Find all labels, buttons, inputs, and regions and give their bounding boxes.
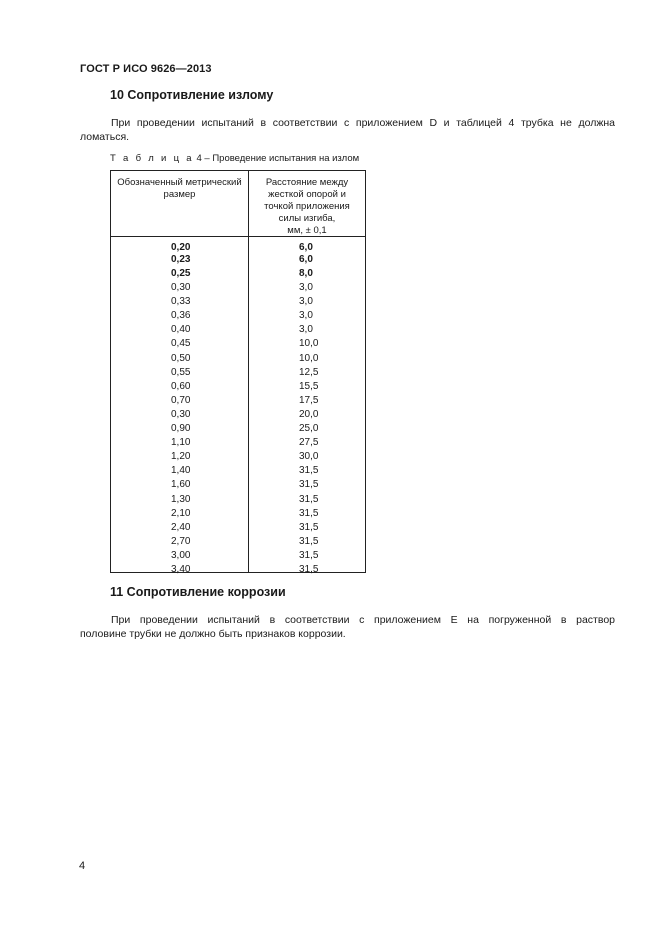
cell-size: 1,40	[171, 465, 191, 477]
paragraph-line: При проведении испытаний в соответствии с приложением Е на погруженной в раствор	[111, 614, 615, 626]
table-caption-text: – Проведение испытания на излом	[204, 153, 360, 164]
section-11-paragraph	[80, 613, 615, 641]
paragraph-line: При проведении испытаний в соответствии с приложением D и таблицей 4 трубка не должна	[111, 117, 615, 129]
table-row	[111, 337, 365, 351]
table-row	[111, 241, 365, 253]
cell-size: 1,60	[171, 479, 191, 491]
cell-size: 0,55	[171, 366, 191, 378]
cell-size: 2,70	[171, 535, 191, 547]
table-row	[111, 281, 365, 295]
cell-size: 0,23	[171, 253, 191, 265]
cell-distance: 10,0	[299, 352, 319, 364]
table-row	[111, 267, 365, 281]
cell-size: 1,10	[171, 437, 191, 449]
table-row	[111, 507, 365, 521]
cell-distance: 31,5	[299, 479, 319, 491]
cell-distance: 3,0	[299, 310, 313, 322]
table-row	[111, 295, 365, 309]
cell-distance: 20,0	[299, 408, 319, 420]
table-row	[111, 549, 365, 563]
table-row	[111, 253, 365, 268]
cell-size: 0,25	[171, 268, 191, 279]
cell-distance: 6,0	[299, 253, 313, 265]
table-row	[111, 535, 365, 549]
section-11-heading: 11 Сопротивление коррозии	[110, 585, 286, 599]
paragraph-line: половине трубки не должно быть признаков коррозии.	[80, 628, 346, 640]
table-row	[111, 408, 365, 422]
cell-distance: 31,5	[299, 493, 319, 505]
cell-distance: 31,5	[299, 549, 319, 561]
cell-size: 0,30	[171, 408, 191, 420]
cell-distance: 31,5	[299, 535, 319, 547]
table-row	[111, 394, 365, 408]
column-header-distance: Расстояние между жесткой опорой и точкой приложения силы изгиба, мм, ± 0,1	[264, 177, 350, 236]
cell-size: 0,30	[171, 282, 191, 294]
cell-distance: 31,5	[299, 465, 319, 477]
cell-size: 2,40	[171, 521, 191, 533]
cell-distance: 31,5	[299, 507, 319, 519]
cell-distance: 3,0	[299, 296, 313, 308]
cell-distance: 31,5	[299, 563, 319, 575]
table-row	[111, 366, 365, 380]
table-row	[111, 493, 365, 507]
cell-size: 0,45	[171, 338, 191, 350]
table-body	[111, 241, 365, 577]
cell-distance: 8,0	[299, 268, 313, 279]
cell-size: 1,20	[171, 451, 191, 463]
table-row	[111, 323, 365, 337]
cell-size: 3,40	[171, 563, 191, 575]
cell-distance: 17,5	[299, 394, 319, 406]
cell-size: 0,70	[171, 394, 191, 406]
cell-size: 0,36	[171, 310, 191, 322]
section-10-paragraph	[80, 116, 615, 144]
table-row	[111, 464, 365, 478]
table-row	[111, 450, 365, 464]
cell-distance: 3,0	[299, 282, 313, 294]
table-row	[111, 436, 365, 450]
cell-size: 1,30	[171, 493, 191, 505]
table-caption	[110, 153, 359, 164]
cell-size: 3,00	[171, 549, 191, 561]
cell-distance: 30,0	[299, 451, 319, 463]
table-row	[111, 380, 365, 394]
cell-distance: 15,5	[299, 380, 319, 392]
table-row	[111, 563, 365, 577]
page-number: 4	[79, 860, 86, 872]
document-header: ГОСТ Р ИСО 9626—2013	[80, 63, 212, 75]
table-caption-label: Т а б л и ц а	[110, 153, 194, 164]
cell-distance: 10,0	[299, 338, 319, 350]
cell-distance: 25,0	[299, 423, 319, 435]
cell-size: 2,10	[171, 507, 191, 519]
table-row	[111, 478, 365, 492]
cell-size: 0,40	[171, 324, 191, 336]
table-row	[111, 521, 365, 535]
table-row	[111, 352, 365, 366]
section-10-heading: 10 Сопротивление излому	[110, 88, 274, 102]
cell-distance: 31,5	[299, 521, 319, 533]
table-row	[111, 309, 365, 323]
cell-size: 0,33	[171, 296, 191, 308]
cell-distance: 3,0	[299, 324, 313, 336]
cell-size: 0,90	[171, 423, 191, 435]
table-row	[111, 422, 365, 436]
column-header-size: Обозначенный метрический размер	[117, 177, 242, 200]
cell-distance: 6,0	[299, 242, 313, 253]
cell-distance: 27,5	[299, 437, 319, 449]
cell-size: 0,60	[171, 380, 191, 392]
table-caption-number: 4	[196, 153, 202, 164]
bend-test-table	[110, 170, 366, 573]
cell-distance: 12,5	[299, 366, 319, 378]
cell-size: 0,50	[171, 352, 191, 364]
paragraph-line: ломаться.	[80, 131, 130, 143]
cell-size: 0,20	[171, 242, 191, 253]
